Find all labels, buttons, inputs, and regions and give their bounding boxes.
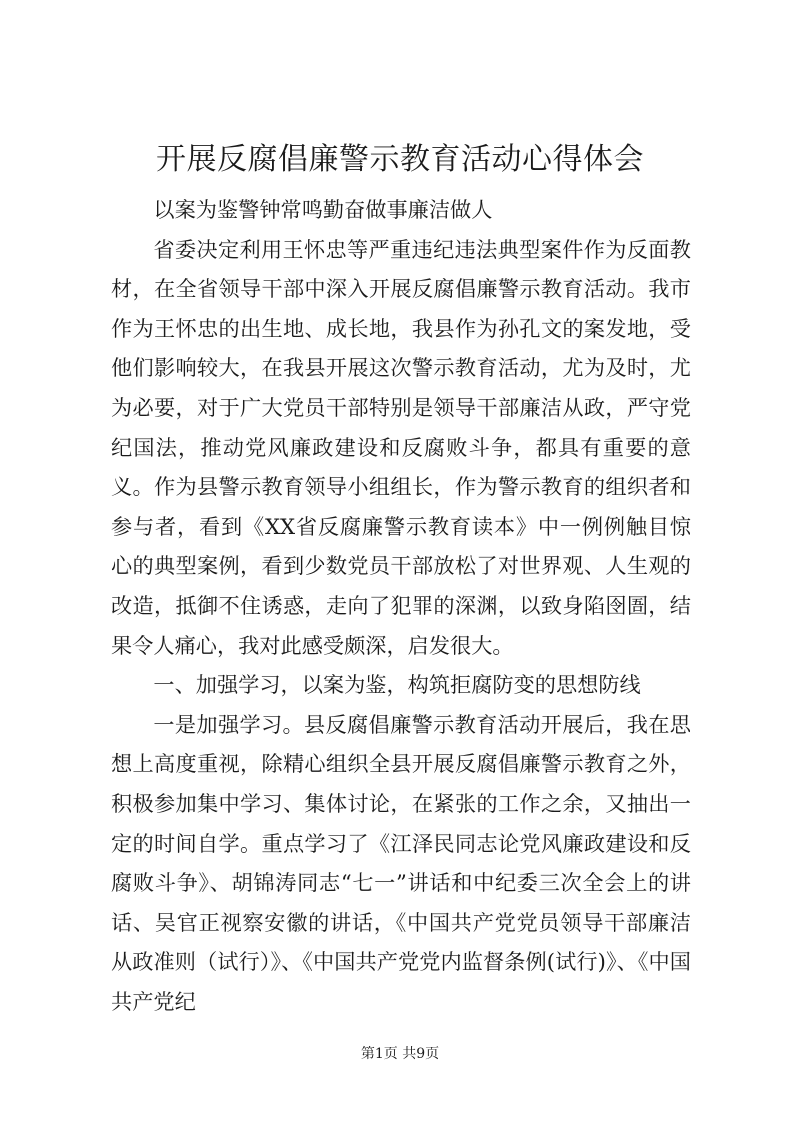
intro-paragraph: 省委决定利用王怀忠等严重违纪违法典型案件作为反面教材，在全省领导干部中深入开展反腐倡廉警示教育活动。我市作为王怀忠的出生地、成长地，我县作为孙孔文的案发地，受他们影响较大，在我县开展这次警示教育活动，尤为及时，尤为必要，对于广大党员干部特别是领导干部廉洁从政，严守党纪国法，推动党风廉政建设和反腐败斗争，都具有重要的意义。作为县警示教育领导小组组长，作为警示教育的组织者和参与者，看到《XX省反腐廉警示教育读本》中一例例触目惊心的典型案例，看到少数党员干部放松了对世界观、人生观的改造，抵御不住诱惑，走向了犯罪的深渊，以致身陷囹圄，结果令人痛心，我对此感受颇深，启发很大。 bbox=[111, 236, 691, 658]
document-title: 开展反腐倡廉警示教育活动心得体会 bbox=[156, 142, 644, 177]
document-body bbox=[111, 190, 691, 1021]
subtitle-paragraph: 以案为鉴警钟常鸣勤奋做事廉洁做人 bbox=[153, 197, 493, 222]
section-heading: 一、加强学习，以案为鉴，构筑拒腐防变的思想防线 bbox=[153, 672, 641, 698]
body-paragraph: 一是加强学习。县反腐倡廉警示教育活动开展后，我在思想上高度重视，除精心组织全县开展反腐倡廉警示教育之外，积极参加集中学习、集体讨论，在紧张的工作之余，又抽出一定的时间自学。重点学习了《江泽民同志论党风廉政建设和反腐败斗争》、胡锦涛同志“七一”讲话和中纪委三次全会上的讲话、吴官正视察安徽的讲话，《中国共产党党员领导干部廉洁从政准则（试行）》、《中国共产党党内监督条例(试行)》、《中国共产党纪 bbox=[111, 711, 691, 1014]
page-footer: 第1页 共9页 bbox=[360, 1046, 440, 1062]
